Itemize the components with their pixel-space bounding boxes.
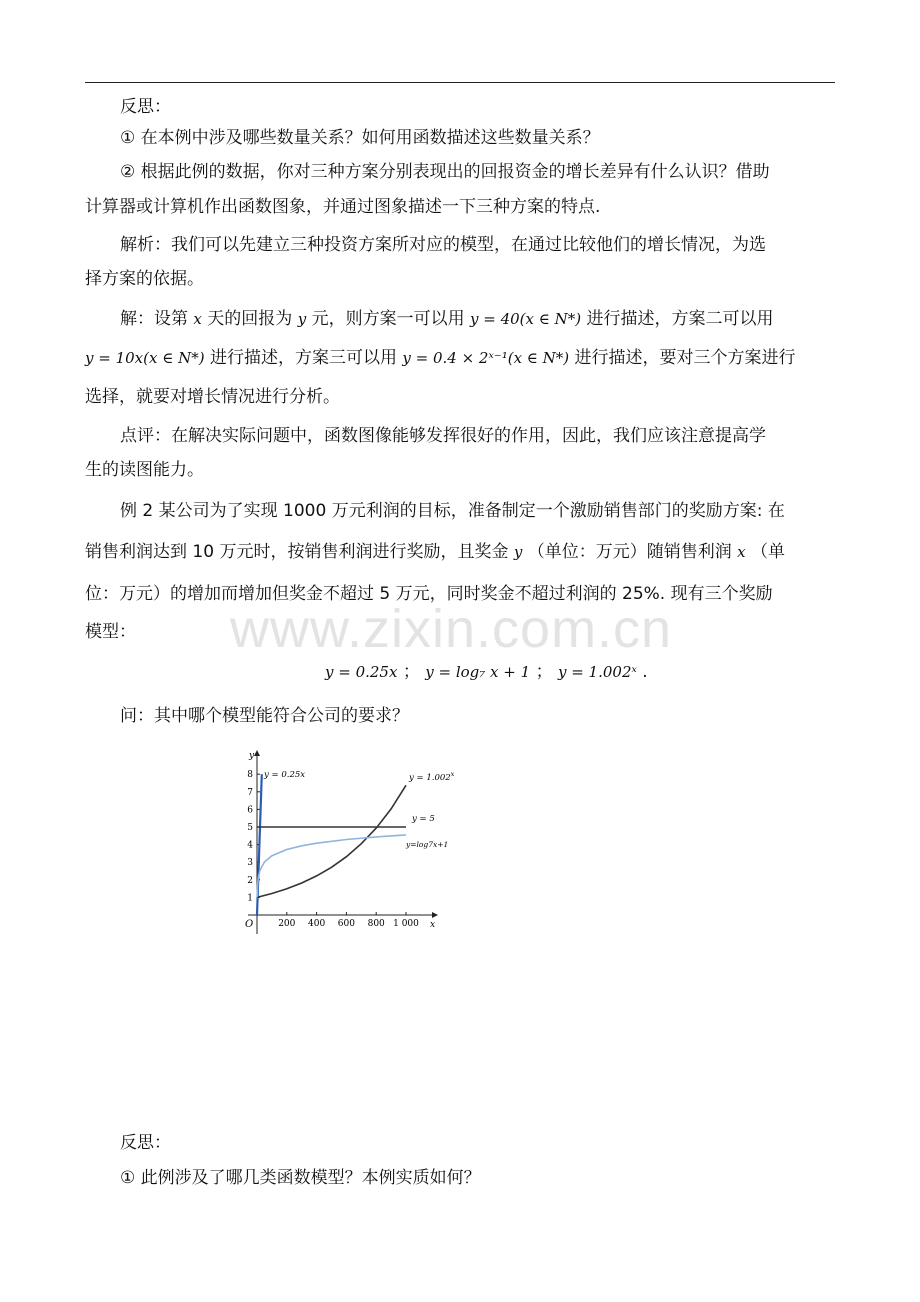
x-tick-label: 800 — [367, 919, 385, 929]
y-tick-label: 4 — [247, 840, 253, 851]
solution-text-c: 元，则方案一可以用 — [311, 309, 465, 329]
reflection-2-question-1: ① 此例涉及了哪几类函数模型？本例实质如何？ — [120, 1168, 481, 1188]
solution-text-d: 进行描述，方案二可以用 — [586, 309, 774, 329]
reflection-question-2-line-1: ② 根据此例的数据，你对三种方案分别表现出的回报资金的增长差异有什么认识？借助 — [120, 162, 770, 182]
solution-text-f: 进行描述，要对三个方案进行 — [574, 348, 796, 368]
formula-plan-3: y = 0.4 × 2ˣ⁻¹(x ∈ N*) — [402, 349, 570, 367]
x-axis-label: x — [430, 920, 436, 930]
example-2-line-3: 位：万元）的增加而增加但奖金不超过 5 万元，同时奖金不超过利润的 25%. 现有三个奖励 — [85, 584, 773, 604]
formula-plan-2: y = 10x(x ∈ N*) — [85, 349, 205, 367]
label-logarithmic: y=log7x+1 — [406, 840, 449, 849]
analysis-line-1: 解析：我们可以先建立三种投资方案所对应的模型，在通过比较他们的增长情况，为选 — [120, 235, 766, 255]
label-exponential: $y = 1.002^x$ — [409, 770, 455, 783]
solution-line-2 — [85, 346, 845, 370]
label-linear: y = 0.25x — [264, 770, 306, 780]
y-tick-label: 8 — [247, 770, 253, 781]
solution-line-1 — [120, 307, 880, 331]
y-tick-label: 7 — [247, 787, 253, 798]
y-axis-arrow — [254, 750, 260, 756]
reflection-heading: 反思： — [120, 97, 171, 117]
x-tick-label: 200 — [278, 919, 296, 929]
y-tick-label: 6 — [247, 805, 253, 816]
solution-text-e: 进行描述，方案三可以用 — [209, 348, 397, 368]
example-2-var-y: y — [513, 543, 523, 561]
solution-var-x: x — [193, 310, 202, 328]
model-2: y = log₇ x + 1 — [425, 663, 531, 681]
model-3: y = 1.002ˣ — [557, 663, 637, 681]
reflection-2-heading: 反思： — [120, 1133, 171, 1153]
comment-line-1: 点评：在解决实际问题中，函数图像能够发挥很好的作用，因此，我们应该注意提高学 — [120, 426, 766, 446]
comment-line-2: 生的读图能力。 — [85, 460, 204, 480]
header-rule — [85, 82, 835, 83]
formula-plan-1: y = 40(x ∈ N*) — [469, 310, 582, 328]
model-separator-2: ； — [535, 662, 553, 682]
model-1: y = 0.25x — [325, 663, 398, 681]
origin-label: O — [245, 919, 254, 930]
reflection-question-2-line-2: 计算器或计算机作出函数图象，并通过图象描述一下三种方案的特点. — [85, 197, 601, 217]
example-2-line-1: 例 2 某公司为了实现 1000 万元利润的目标，准备制定一个激励销售部门的奖励方案: 在 — [120, 501, 785, 521]
solution-text-b: 天的回报为 — [207, 309, 293, 329]
example-2-text-b: （单位：万元）随销售利润 — [527, 542, 732, 562]
model-end-period: . — [642, 662, 648, 682]
example-2-line-4: 模型： — [85, 622, 136, 642]
label-exponential-sup: x — [450, 770, 455, 778]
analysis-line-2: 择方案的依据。 — [85, 269, 204, 289]
x-tick-label: 400 — [308, 919, 326, 929]
x-tick-label: 600 — [337, 919, 355, 929]
series-line-4 — [257, 835, 406, 898]
model-list — [325, 660, 648, 684]
example-2-line-2 — [85, 540, 845, 564]
y-tick-label: 5 — [247, 823, 253, 833]
y-axis-label: y — [249, 751, 255, 761]
example-2-text-a: 销售利润达到 10 万元时，按销售利润进行奖励，且奖金 — [85, 542, 509, 562]
y-tick-label: 1 — [247, 893, 253, 904]
example-2-text-c: （单 — [751, 542, 786, 562]
x-axis-arrow — [432, 912, 438, 918]
solution-line-3: 选择，就要对增长情况进行分析。 — [85, 387, 340, 407]
function-graph — [240, 748, 455, 938]
solution-text-a: 解：设第 — [120, 309, 188, 329]
y-tick-label: 3 — [247, 858, 253, 869]
label-constant: y = 5 — [412, 814, 435, 824]
watermark: www.zixin.com.cn — [230, 599, 673, 659]
y-tick-label: 2 — [247, 875, 253, 886]
x-tick-label: 1 000 — [393, 919, 419, 929]
reflection-question-1: ① 在本例中涉及哪些数量关系？如何用函数描述这些数量关系？ — [120, 128, 600, 148]
solution-var-y: y — [297, 310, 307, 328]
example-2-var-x: x — [737, 543, 746, 561]
model-separator-1: ； — [402, 662, 420, 682]
example-2-question: 问：其中哪个模型能符合公司的要求？ — [120, 706, 409, 726]
